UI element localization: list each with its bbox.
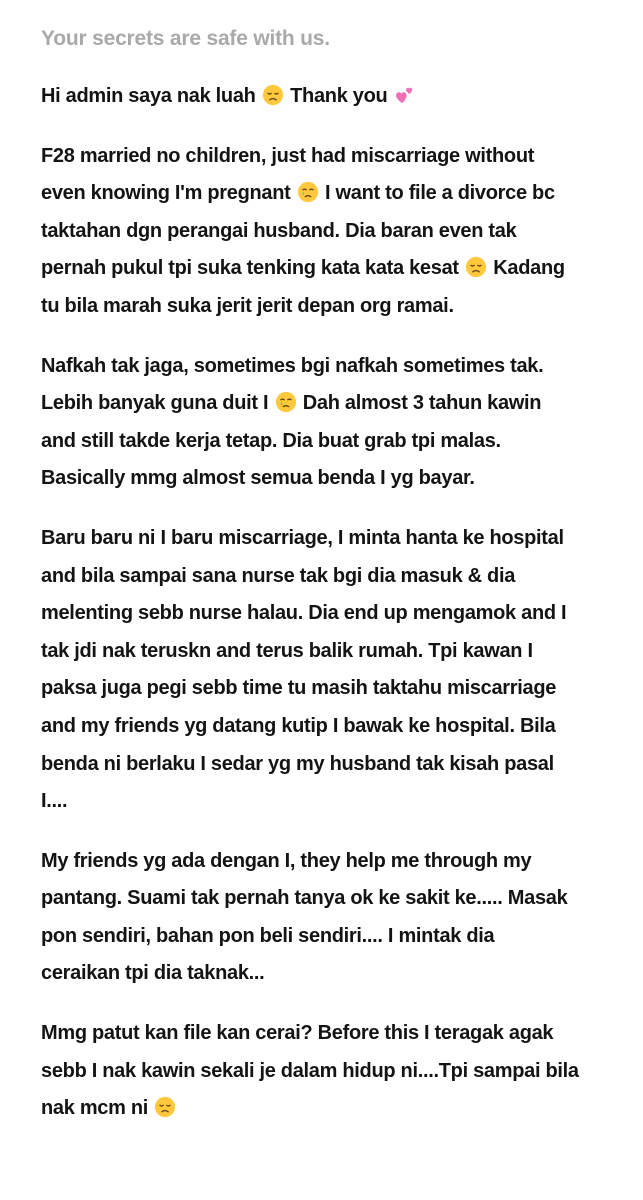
text-line [41, 423, 603, 461]
text-segment: I want to file a divorce bc [319, 182, 555, 205]
text-segment: F28 married no children, just had miscarriage without [41, 144, 535, 167]
post-paragraph [41, 843, 603, 993]
text-segment: pantang. Suami tak pernah tanya ok ke sakit ke..... Masak [41, 887, 568, 910]
text-line [41, 955, 603, 993]
text-segment: melenting sebb nurse halau. Dia end up mengamok and I [41, 602, 567, 625]
text-line [41, 783, 603, 821]
text-line [41, 746, 603, 784]
text-segment: My friends yg ada dengan I, they help me through my [41, 849, 532, 872]
text-segment: I.... [41, 790, 68, 813]
text-line [41, 213, 603, 251]
text-segment: benda ni berlaku I sedar yg my husband tak kisah pasal [41, 752, 554, 775]
text-segment: Baru baru ni I baru miscarriage, I minta hanta ke hospital [41, 526, 564, 549]
text-line [41, 78, 603, 116]
tagline: Your secrets are safe with us. [41, 27, 330, 50]
text-line [41, 1053, 603, 1091]
post-paragraph [41, 78, 603, 116]
text-line [41, 348, 603, 386]
text-segment: nak mcm ni [41, 1097, 154, 1120]
text-line [41, 595, 603, 633]
text-segment: paksa juga pegi sebb time tu masih taktahu miscarriage [41, 677, 557, 700]
crying-face-icon [297, 181, 319, 203]
text-segment: Dah almost 3 tahun kawin [297, 392, 542, 415]
text-line [41, 633, 603, 671]
text-line [41, 670, 603, 708]
text-line [41, 843, 603, 881]
disappointed-face-icon [262, 84, 284, 106]
text-segment: Lebih banyak guna duit I [41, 392, 274, 415]
text-segment: taktahan dgn perangai husband. Dia baran even tak [41, 219, 517, 242]
text-line [41, 918, 603, 956]
text-segment: pernah pukul tpi suka tenking kata kata kesat [41, 257, 465, 280]
text-segment: Kadang [488, 257, 565, 280]
text-line [41, 288, 603, 326]
text-segment: Thank you [284, 85, 393, 107]
post-paragraph [41, 138, 603, 326]
text-segment: tak jdi nak teruskn and terus balik rumah. Tpi kawan I [41, 639, 533, 662]
post-paragraph [41, 520, 603, 821]
post-paragraph [41, 1015, 603, 1128]
text-line [41, 175, 603, 213]
text-line [41, 1015, 603, 1053]
text-line [41, 708, 603, 746]
text-segment: Hi admin saya nak luah [41, 85, 261, 107]
text-line [41, 558, 603, 596]
text-segment: sebb I nak kawin sekali je dalam hidup ni....Tpi sampai bila [41, 1059, 579, 1082]
crying-face-icon [275, 391, 297, 413]
text-line [41, 138, 603, 176]
text-segment: and my friends yg datang kutip I bawak ke hospital. Bila [41, 714, 556, 737]
text-segment: Basically mmg almost semua benda I yg bayar. [41, 467, 475, 490]
text-line [41, 250, 603, 288]
text-line [41, 385, 603, 423]
text-segment: Mmg patut kan file kan cerai? Before this I teragak agak [41, 1022, 554, 1045]
text-segment: and bila sampai sana nurse tak bgi dia masuk & dia [41, 564, 516, 587]
text-segment: even knowing I'm pregnant [41, 182, 296, 205]
text-segment: pon sendiri, bahan pon beli sendiri.... I mintak dia [41, 924, 495, 947]
post-body [41, 78, 603, 1128]
text-segment: tu bila marah suka jerit jerit depan org ramai. [41, 294, 454, 317]
text-segment: Nafkah tak jaga, sometimes bgi nafkah sometimes tak. [41, 354, 544, 377]
text-line [41, 460, 603, 498]
text-line [41, 880, 603, 918]
post-paragraph [41, 348, 603, 498]
text-segment: and still takde kerja tetap. Dia buat grab tpi malas. [41, 429, 501, 452]
text-line [41, 1090, 603, 1128]
text-segment: ceraikan tpi dia taknak... [41, 962, 265, 985]
disappointed-face-icon [465, 256, 487, 278]
two-hearts-icon [394, 84, 416, 106]
text-line [41, 520, 603, 558]
disappointed-face-icon [154, 1096, 176, 1118]
